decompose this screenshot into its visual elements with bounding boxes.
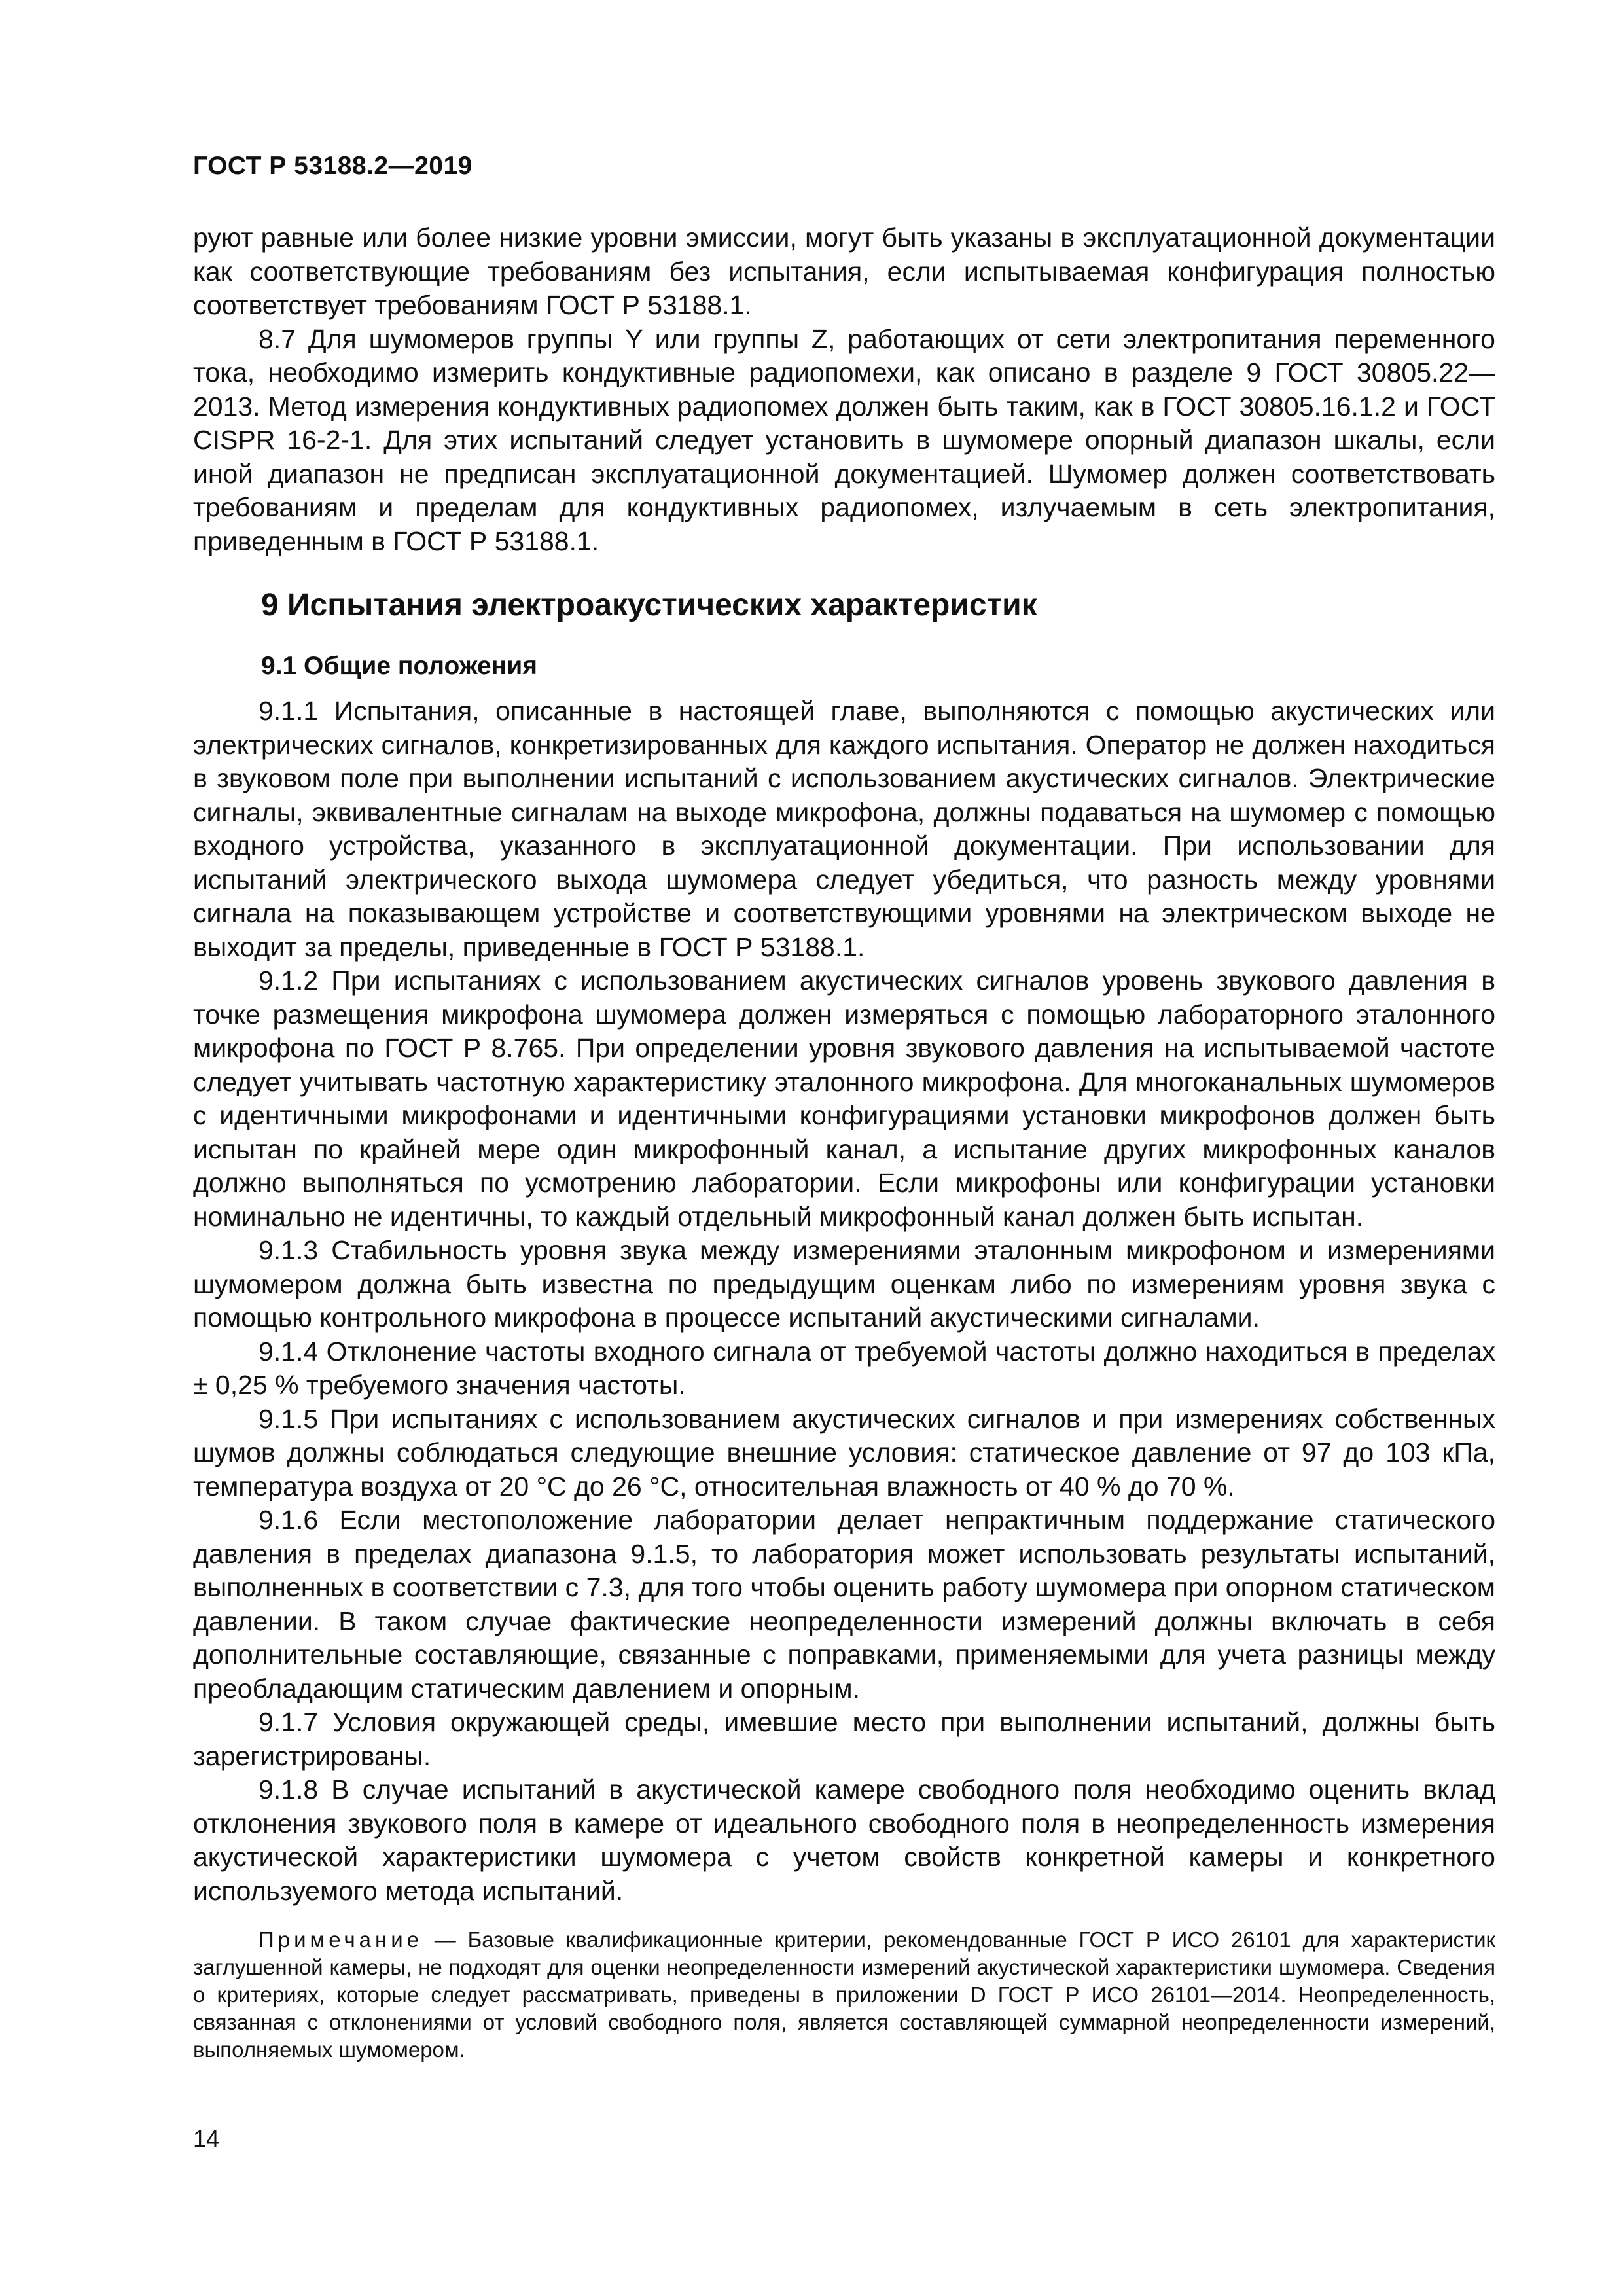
- paragraph-9-1-3: 9.1.3 Стабильность уровня звука между измерениями эталонным микрофоном и измерениями шумомером должна быть известна по предыдущим оценкам либо по измерениям уровня звука с помощью контрольного микрофона в процессе испытаний акустическими сигналами.: [193, 1235, 1495, 1333]
- document-body: [193, 221, 1495, 2064]
- note-block: [193, 1926, 1495, 2064]
- note-label: Примечание: [259, 1928, 423, 1952]
- section-9-heading: 9 Испытания электроакустических характеристик: [261, 588, 1037, 622]
- page-number: 14: [193, 2125, 220, 2152]
- paragraph-9-1-6: 9.1.6 Если местоположение лаборатории делает непрактичным поддержание статического давления в пределах диапазона 9.1.5, то лаборатория может использовать результаты испытаний, выполненных в соответствии с 7.3, для того чтобы оценить работу шумомера при опорном статическом давлении. В таком случае фактические неопределенности измерений должны включать в себя дополнительные составляющие, связанные с поправками, применяемыми для учета разницы между преобладающим статическим давлением и опорным.: [193, 1505, 1495, 1704]
- paragraph-9-1-7: 9.1.7 Условия окружающей среды, имевшие место при выполнении испытаний, должны быть зарегистрированы.: [193, 1707, 1495, 1771]
- paragraph-9-1-8: 9.1.8 В случае испытаний в акустической камере свободного поля необходимо оценить вклад отклонения звукового поля в камере от идеального свободного поля в неопределенность измерения акустической характеристики шумомера с учетом свойств конкретной камеры и конкретного используемого метода испытаний.: [193, 1774, 1495, 1906]
- paragraph-8-7: 8.7 Для шумомеров группы Y или группы Z, работающих от сети электропитания переменного тока, необходимо измерить кондуктивные радиопомехи, как описано в разделе 9 ГОСТ 30805.22—2013. Метод измерения кондуктивных радиопомех должен быть таким, как в ГОСТ 30805.16.1.2 и ГОСТ CISPR 16-2-1. Для этих испытаний следует установить в шумомере опорный диапазон шкалы, если иной диапазон не предписан эксплуатационной документацией. Шумомер должен соответствовать требованиям и пределам для кондуктивных радиопомех, излучаемым в сеть электропитания, приведенным в ГОСТ Р 53188.1.: [193, 323, 1495, 556]
- paragraph-9-1-1: 9.1.1 Испытания, описанные в настоящей главе, выполняются с помощью акустических или электрических сигналов, конкретизированных для каждого испытания. Оператор не должен находиться в звуковом поле при выполнении испытаний с использованием акустических сигналов. Электрические сигналы, эквивалентные сигналам на выходе микрофона, должны подаваться на шумомер с помощью входного устройства, указанного в эксплуатационной документации. При использовании для испытаний электрического выхода шумомера следует убедиться, что разность между уровнями сигнала на показывающем устройстве и соответствующими уровнями на электрическом выходе не выходит за пределы, приведенные в ГОСТ Р 53188.1.: [193, 696, 1495, 962]
- subsection-9-1-heading: 9.1 Общие положения: [261, 652, 537, 680]
- paragraph-9-1-4: 9.1.4 Отклонение частоты входного сигнала от требуемой частоты должно находиться в пределах ± 0,25 % требуемого значения частоты.: [193, 1336, 1495, 1400]
- paragraph-9-1-5: 9.1.5 При испытаниях с использованием акустических сигналов и при измерениях собственных шумов должны соблюдаться следующие внешние условия: статическое давление от 97 до 103 кПа, температура воздуха от 20 °С до 26 °С, относительная влажность от 40 % до 70 %.: [193, 1403, 1495, 1501]
- paragraph-9-1-2: 9.1.2 При испытаниях с использованием акустических сигналов уровень звукового давления в точке размещения микрофона шумомера должен измеряться с помощью лабораторного эталонного микрофона по ГОСТ Р 8.765. При определении уровня звукового давления на испытываемой частоте следует учитывать частотную характеристику эталонного микрофона. Для многоканальных шумомеров с идентичными микрофонами и идентичными конфигурациями установки микрофонов должен быть испытан по крайней мере один микрофонный канал, а испытание других микрофонных каналов должно выполняться по усмотрению лаборатории. Если микрофоны или конфигурации установки номинально не идентичны, то каждый отдельный микрофонный канал должен быть испытан.: [193, 965, 1495, 1232]
- note-text: — Базовые квалификационные критерии, рекомендованные ГОСТ Р ИСО 26101 для характеристик заглушенной камеры, не подходят для оценки неопределенности измерений акустической характеристики шумомера. Сведения о критериях, которые следует рассматривать, приведены в приложении D ГОСТ Р ИСО 26101—2014. Неопределенность, связанная с отклонениями от условий свободного поля, является составляющей суммарной неопределенности измерений, выполняемых шумомером.: [193, 1928, 1495, 2062]
- intro-paragraph-continuation: руют равные или более низкие уровни эмиссии, могут быть указаны в эксплуатационной документации как соответствующие требованиям без испытания, если испытываемая конфигурация полностью соответствует требованиям ГОСТ Р 53188.1.: [193, 223, 1495, 320]
- document-header: ГОСТ Р 53188.2—2019: [193, 152, 473, 180]
